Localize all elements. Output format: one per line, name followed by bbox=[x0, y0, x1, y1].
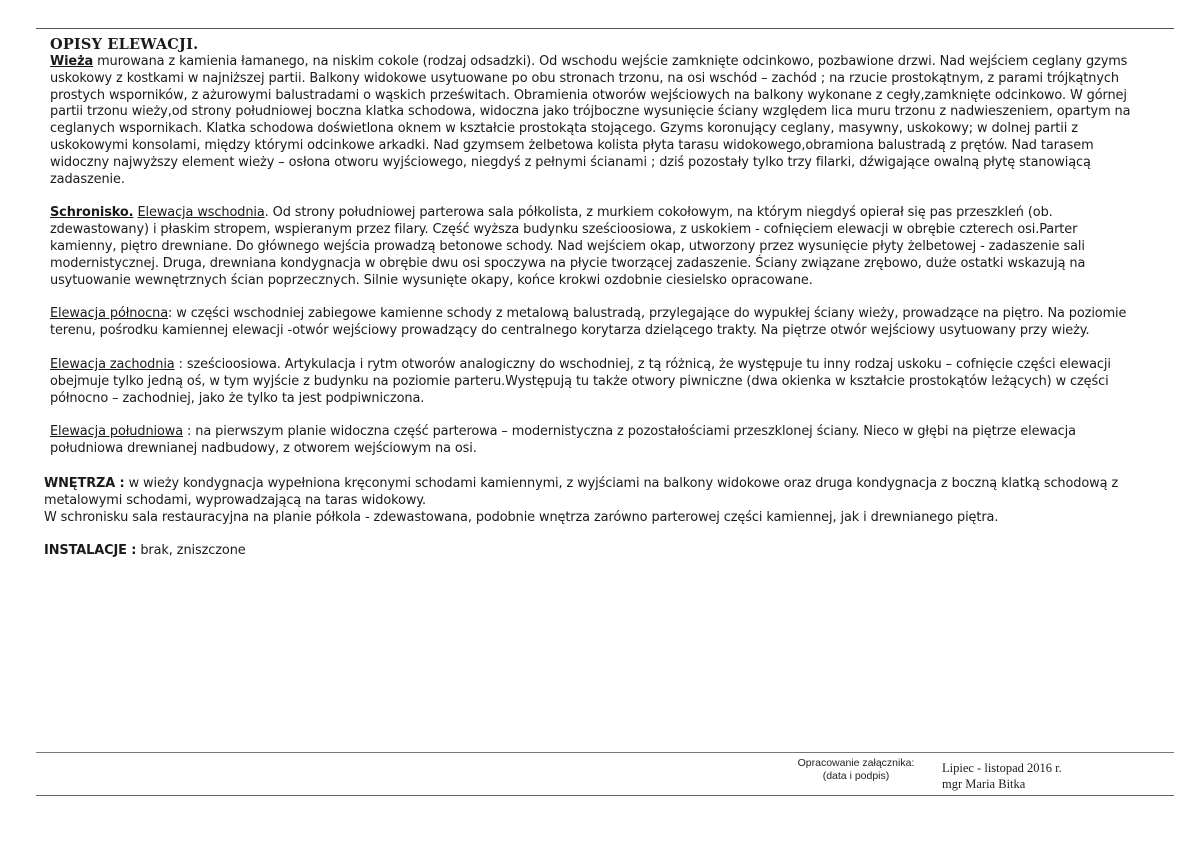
installations-title: INSTALACJE : bbox=[44, 543, 137, 559]
interiors-title: WNĘTRZA : bbox=[44, 475, 125, 491]
tower-paragraph bbox=[50, 54, 1140, 188]
interiors-text-1: w wieży kondygnacja wypełniona kręconymi schodami kamiennymi, z wyjściami na balkony widokowe oraz druga kondygnacja z boczną klatką schodową z metalowymi schodami, wyprowadzającą na taras widokowy. bbox=[44, 475, 1119, 508]
footer-label-line1: Opracowanie załącznika: bbox=[797, 757, 915, 769]
interiors-text-2: W schronisku sala restauracyjna na planie półkola - zdewastowana, podobnie wnętrza zarówno parterowej części kamiennej, jak i drewnianego piętra. bbox=[44, 509, 999, 525]
installations-section bbox=[44, 543, 1140, 560]
installations-text: brak, zniszczone bbox=[136, 543, 246, 559]
north-text: : w części wschodniej zabiegowe kamienne schody z metalową balustradą, przylegające do wypukłej ściany wieży, prowadzące na piętro. Na poziomie terenu, pośrodku kamiennej elewacji -otwór wejściowy prowadzący do centralnego korytarza dzielącego trakty. Na piętrze otwór wejściowy usytuowany przy wieży. bbox=[50, 306, 1127, 339]
west-elevation-lead: Elewacja zachodnia bbox=[50, 356, 175, 372]
shelter-east-text: . Od strony południowej parterowa sala półkolista, z murkiem cokołowym, na którym niegdyś opierał się pas przeszkleń (ob. zdewastowany) i płaskim stropem, wspieranym przez filary. Część wyższa budynku sześcioosiowa, z uskokiem - cofnięciem elewacji w obrębie czterech osi.Parter kamienny, piętro drewniane. Do głównego wejścia prowadzą betonowe schody. Nad wejściem okap, utworzony przez wysunięcie płyty żelbetowej - zadaszenie sali modernistycznej. Druga, drewniana kondygnacja w obrębie dwu osi spoczywa na płycie tworzącej zadaszenie. Ściany związane zrębowo, duże ostatki wskazują na usytuowanie wewnętrznych ścian poprzecznych. Silnie wysunięte okapy, końce krokwi ozdobnie ciesielsko opracowane. bbox=[50, 205, 1086, 288]
tower-text: murowana z kamienia łamanego, na niskim cokole (rodzaj odsadzki). Od wschodu wejście zamknięte odcinkowo, pozbawione drzwi. Nad wejściem ceglany gzyms uskokowy z kostkami w najniższej partii. Balkony widokowe usytuowane po obu stronach trzonu, na osi wschód – zachód ; na rzucie prostokątnym, z parami trójkątnych prostych wsporników, z ażurowymi balustradami o wąskich prześwitach. Obramienia otworów wejściowych na balkony wykonane z cegły,zamknięte odcinkowo. W górnej partii trzonu wieży,od strony południowej boczna klatka schodowa, widoczna jako trójboczne wysunięcie ściany względem lica muru trzonu z nadwieszeniem, opartym na ceglanych wspornikach. Klatka schodowa doświetlona oknem w kształcie prostokąta stojącego. Gzyms koronujący ceglany, masywny, uskokowy; w dolnej partii z uskokowymi konsolami, między którymi odcinkowe arkadki. Nad gzymsem żelbetowa kolista płyta tarasu widokowego,obramiona balustradą z prętów. Nad tarasem widoczny najwyższy element wieży – osłona otworu wyjściowego, niegdyś z pełnymi ścianami ; dziś pozostały tylko trzy filarki, dźwigające owalną płytę stanowiącą zadaszenie. bbox=[50, 54, 1131, 187]
south-text: : na pierwszym planie widoczna część parterowa – modernistyczna z pozostałościami przeszklonej ściany. Nieco w głębi na piętrze elewacja południowa drewnianej nadbudowy, z otworem wejściowym na osi. bbox=[50, 424, 1076, 457]
document-body bbox=[44, 36, 1140, 560]
south-paragraph bbox=[50, 424, 1140, 458]
footer-date: Lipiec - listopad 2016 r. bbox=[942, 761, 1062, 775]
shelter-lead: Schronisko. bbox=[50, 205, 134, 221]
west-paragraph bbox=[50, 357, 1140, 407]
page-title: OPISY ELEWACJI. bbox=[50, 36, 199, 53]
top-rule bbox=[36, 28, 1174, 29]
tower-lead: Wieża bbox=[50, 54, 94, 69]
interiors-section bbox=[44, 476, 1140, 526]
south-elevation-lead: Elewacja południowa bbox=[50, 424, 184, 440]
shelter-east-paragraph bbox=[50, 205, 1140, 289]
west-text: : sześcioosiowa. Artykulacja i rytm otworów analogiczny do wschodniej, z tą różnicą, że występuje tu inny rodzaj uskoku – cofnięcie części elewacji obejmuje tylko jedną oś, w tym wyjście z budynku na poziomie parteru.Występują tu także otwory piwniczne (dwa okienka w kształcie prostokątów leżących) w części północno – zachodniej, jako że tylko ta jest podpiwniczona. bbox=[50, 356, 1111, 406]
north-paragraph bbox=[50, 306, 1140, 340]
north-elevation-lead: Elewacja północna bbox=[50, 306, 169, 322]
footer-label-line2: (data i podpis) bbox=[822, 770, 890, 782]
footer-author: mgr Maria Bitka bbox=[942, 777, 1026, 791]
footer-rule-top bbox=[36, 752, 1174, 753]
east-elevation-lead: Elewacja wschodnia bbox=[137, 205, 265, 221]
footer-signature bbox=[942, 760, 1062, 792]
footer-label bbox=[786, 757, 926, 783]
footer-rule-bottom bbox=[36, 795, 1174, 796]
